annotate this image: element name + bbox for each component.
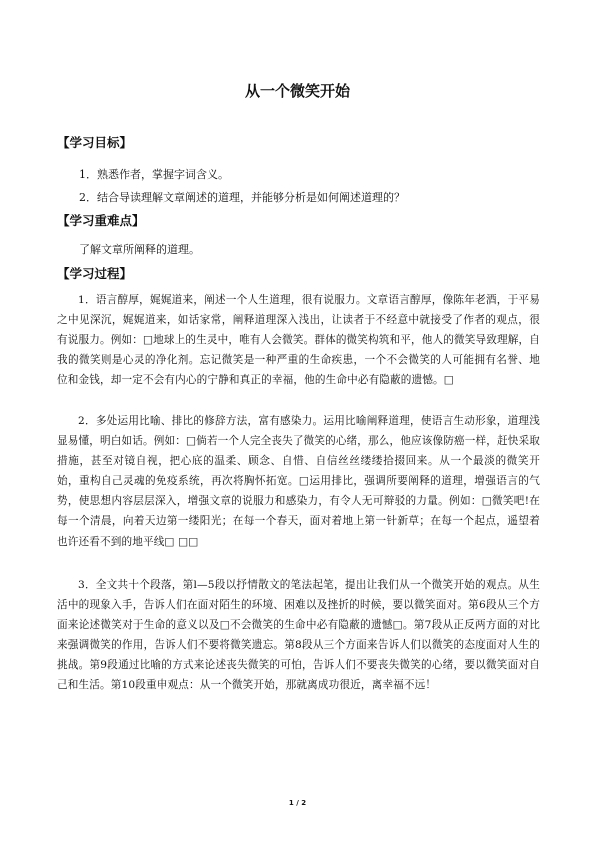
key-points-text: 了解文章所阐释的道理。 [79, 243, 200, 256]
process-paragraph: 3．全文共十个段落，第l—5段以抒情散文的笔法起笔，提出让我们从一个微笑开始的观点。从生活中的现象入手，告诉人们在面对陌生的环境、困难以及挫折的时候，要以微笑面对。第6段从三个方面来论述微笑对于生命的意义以及□不会微笑的生命中必有隐蔽的遗憾□。第7段从正反两方面的对比来强调微笑的作用，告诉人们不要将微笑遗忘。第8段从三个方面来告诉人们以微笑的态度面对人生的挑战。第9段通过比喻的方式来论述丧失微笑的可怕，告诉人们不要丧失微笑的心绪，要以微笑面对自己和生活。第10段重申观点：从一个微笑开始，那就离成功很近，离幸福不远！ [57, 579, 540, 692]
goal-item: 2．结合导读理解文章阐述的道理，并能够分析是如何阐述道理的？ [79, 191, 405, 204]
process-paragraph: 2．多处运用比喻、排比的修辞方法，富有感染力。运用比喻阐释道理，使语言生动形象，道理浅显易懂，明白如话。例如：□倘若一个人完全丧失了微笑的心绪，那么，他应该像防癌一样，赶快采取措施，甚至对镜自视，把心底的温柔、顾念、自惜、自信丝丝缕缕拾掇回来。从一个最淡的微笑开始，重构自己灵魂的免疫系统，再次将胸怀拓宽。□运用排比，强调所要阐释的道理，增强语言的气势，使思想内容层层深入，增强文章的说服力和感染力，有令人无可辩驳的力量。例如：□微笑吧!在每一个清晨，向着天边第一缕阳光；在每一个春天，面对着地上第一针新草；在每一个起点，遥望着也许还看不到的地平线□ □□ [57, 415, 540, 548]
page-title: 从一个微笑开始 [244, 82, 350, 100]
page-number: 1 / 2 [288, 799, 307, 807]
goal-item: 1．熟悉作者，掌握字词含义。 [79, 168, 229, 181]
section-heading-goals: 【学习目标】 [57, 135, 133, 150]
process-paragraph: 1．语言醇厚，娓娓道来，阐述一个人生道理，很有说服力。文章语言醇厚，像陈年老酒，于平易之中见深沉，娓娓道来，如话家常，阐释道理深入浅出，让读者于不经意中就接受了作者的观点，很有说服力。例如：□地球上的生灵中，唯有人会微笑。群体的微笑构筑和平，他人的微笑导致理解，自我的微笑则是心灵的净化剂。忘记微笑是一种严重的生命疾患，一个不会微笑的人可能拥有名誉、地位和金钱，却一定不会有内心的宁静和真正的幸福，他的生命中必有隐蔽的遗憾。□ [57, 294, 540, 387]
section-heading-key-points: 【学习重难点】 [57, 213, 145, 228]
section-heading-process: 【学习过程】 [57, 266, 133, 281]
